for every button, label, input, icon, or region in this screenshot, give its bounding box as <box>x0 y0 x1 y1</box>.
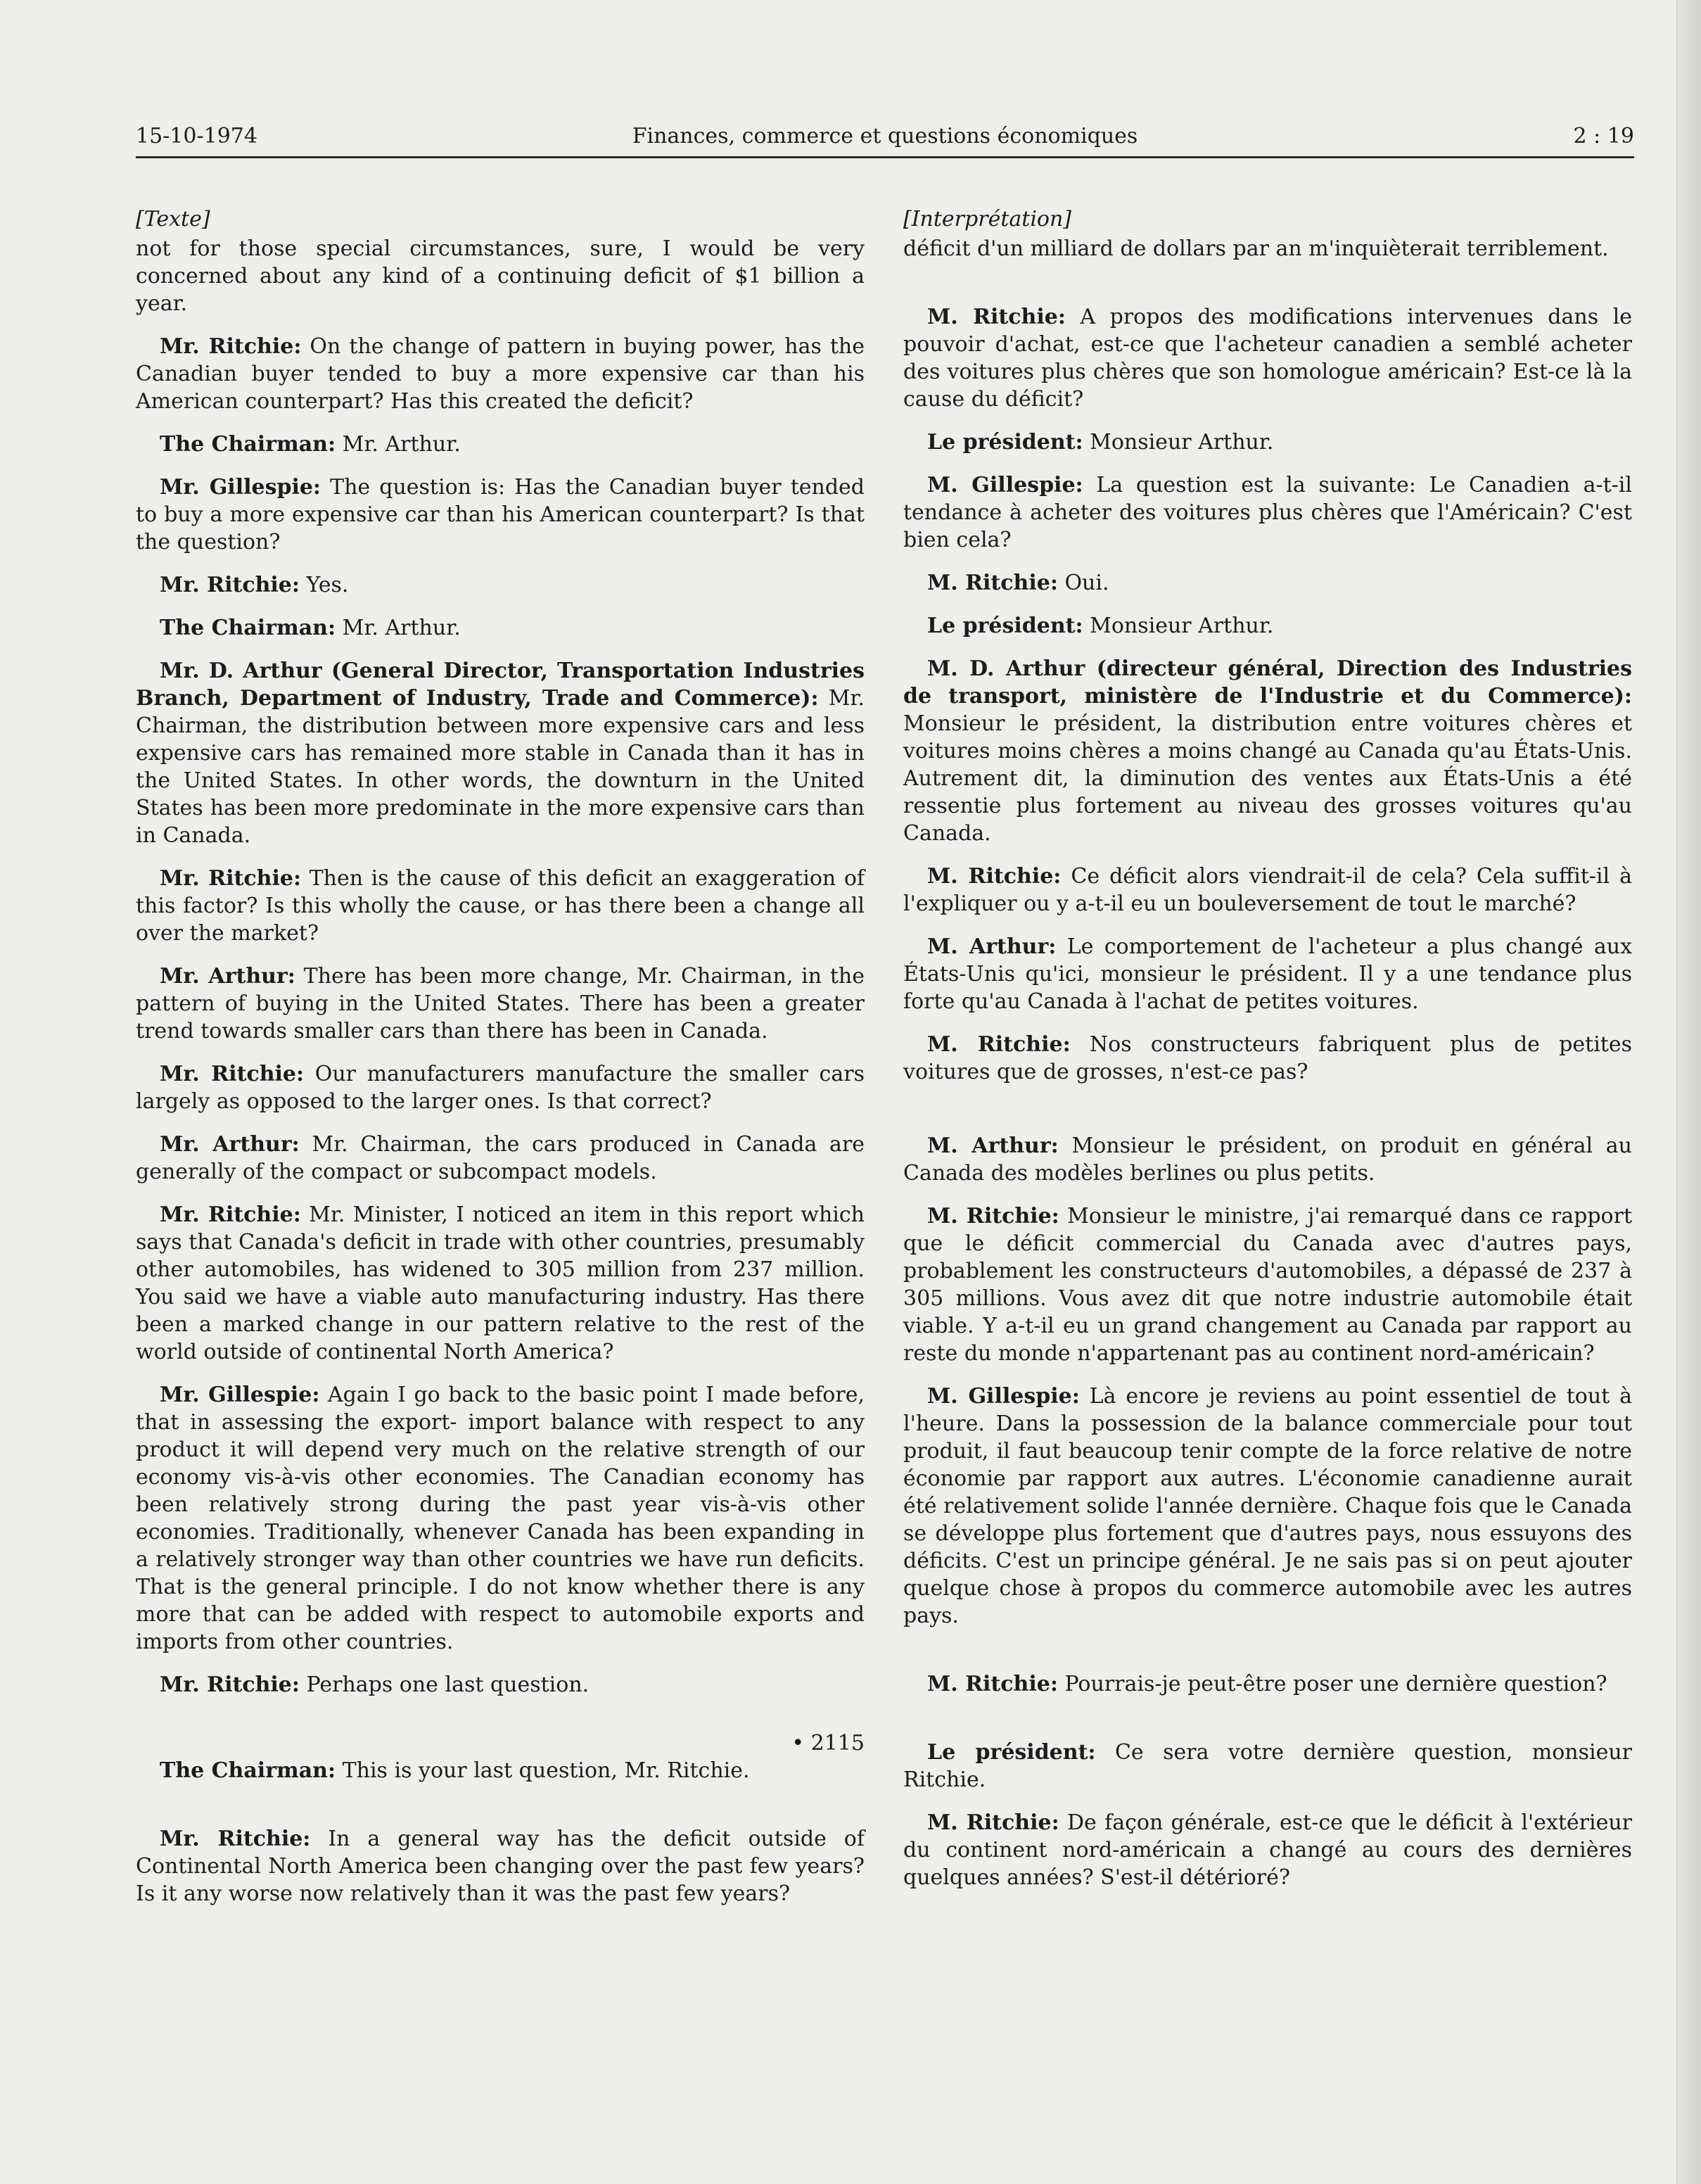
paragraph <box>903 655 1632 847</box>
speaker: M. Ritchie: <box>927 864 1062 889</box>
speaker: Le président: <box>927 1740 1096 1765</box>
speaker: Mr. Ritchie: <box>160 1202 301 1227</box>
speaker: Mr. Ritchie: <box>160 1827 311 1851</box>
paragraph: not for those special circumstances, sure, I would be very concerned about any kind of a continuing deficit of $1 billion a year. <box>136 236 865 316</box>
paragraph <box>136 333 865 415</box>
speech: There has been more change, Mr. Chairman, in the pattern of buying in the United States. There has been a greater trend towards smaller cars than there has been in Canada. <box>136 964 865 1043</box>
paragraph <box>903 612 1632 640</box>
speech: Our manufacturers manufacture the smaller cars largely as opposed to the larger ones. Is that correct? <box>136 1062 865 1114</box>
speech: Ce déficit alors viendrait-il de cela? Cela suffit-il à l'expliquer ou y a-t-il eu un bouleversement de tout le marché? <box>903 864 1632 916</box>
speech: Oui. <box>1057 571 1109 595</box>
speech: Yes. <box>299 573 349 597</box>
speaker: Mr. Gillespie: <box>160 475 321 500</box>
speaker: M. Ritchie: <box>927 1672 1058 1696</box>
paragraph <box>903 1132 1632 1187</box>
header-page-number: 2 : 19 <box>1573 124 1634 148</box>
speaker: M. Ritchie: <box>927 1032 1071 1057</box>
speaker: The Chairman: <box>160 1758 336 1783</box>
paragraph <box>903 1031 1632 1086</box>
speech: Mr. Minister, I noticed an item in this report which says that Canada's deficit in trade with other countries, presumably other automobiles, has widened to 305 million from 237 million. You said we have a viable auto manufacturing industry. Has there been a marked change in our pattern relative to the rest of the world outside of continental North America? <box>136 1202 865 1364</box>
speaker: M. D. Arthur (directeur général, Direction des Industries de transport, ministère de l'Industrie et du Commerce): <box>903 656 1632 709</box>
speaker: Mr. Ritchie: <box>160 1672 300 1697</box>
speech: Monsieur le ministre, j'ai remarqué dans ce rapport que le déficit commercial du Canada avec d'autres pays, probablement les constructeurs d'automobiles, a dépassé de 237 à 305 millions. Vous avez dit que notre industrie automobile était viable. Y a-t-il eu un grand changement au Canada par rapport au reste du monde n'appartenant pas au continent nord-américain? <box>903 1204 1633 1366</box>
paragraph <box>903 569 1632 597</box>
paragraph <box>136 1060 865 1115</box>
speech: Le comportement de l'acheteur a plus changé aux États-Unis qu'ici, monsieur le président. Il y a une tendance plus forte qu'au Canada à l'achat de petites voitures. <box>903 934 1632 1014</box>
speech: Mr. Chairman, the distribution between more expensive cars and less expensive cars has remained more stable in Canada than it has in the United States. In other words, the downturn in the United States has been more predominate in the more expensive cars than in Canada. <box>136 686 865 848</box>
paragraph <box>903 1739 1632 1793</box>
speaker: The Chairman: <box>160 616 336 640</box>
paragraph <box>136 963 865 1045</box>
speaker: Le président: <box>927 430 1083 455</box>
speech: Monsieur le président, on produit en général au Canada des modèles berlines ou plus petits. <box>903 1134 1632 1186</box>
speaker: Mr. Arthur: <box>160 964 295 989</box>
paragraph <box>136 474 865 556</box>
speaker: Mr. D. Arthur (General Director, Transportation Industries Branch, Department of Industry, Trade and Commerce): <box>136 659 865 711</box>
speech: Monsieur Arthur. <box>1083 430 1274 455</box>
speaker: Mr. Arthur: <box>160 1132 300 1157</box>
speech: Pourrais-je peut-être poser une dernière question? <box>1057 1672 1607 1696</box>
speech: On the change of pattern in buying power, has the Canadian buyer tended to buy a more expensive car than his American counterpart? Has this created the deficit? <box>136 334 865 414</box>
speaker: M. Arthur: <box>927 1134 1059 1158</box>
paragraph <box>136 571 865 599</box>
speaker: Le président: <box>927 614 1083 638</box>
paragraph <box>136 1825 865 1907</box>
speaker: M. Gillespie: <box>927 473 1083 497</box>
paragraph <box>136 1201 865 1366</box>
paragraph <box>903 471 1632 554</box>
speech: Nos constructeurs fabriquent plus de petites voitures que de grosses, n'est-ce pas? <box>903 1032 1632 1084</box>
speaker: Mr. Ritchie: <box>160 573 300 597</box>
header-date: 15-10-1974 <box>136 124 257 148</box>
speaker: The Chairman: <box>160 432 336 457</box>
speech: Monsieur le président, la distribution entre voitures chères et voitures moins chères a moins changé au Canada qu'au États-Unis. Autrement dit, la diminution des ventes aux États-Unis a été ressentie plus fortement au niveau des grosses voitures qu'au Canada. <box>903 711 1632 846</box>
paragraph <box>903 1670 1632 1698</box>
speaker: M. Ritchie: <box>927 1810 1059 1835</box>
header-title: Finances, commerce et questions économiques <box>632 124 1138 148</box>
speech: Perhaps one last question. <box>299 1672 590 1697</box>
speaker: Mr. Ritchie: <box>160 866 302 891</box>
speaker: Mr. Ritchie: <box>160 334 302 359</box>
speech: Mr. Arthur. <box>336 616 461 640</box>
speech: De façon générale, est-ce que le déficit à l'extérieur du continent nord-américain a changé au cours des dernières quelques années? S'est-il détérioré? <box>903 1810 1632 1890</box>
paragraph <box>903 933 1632 1015</box>
speech: In a general way has the deficit outside of Continental North America been changing over the past few years? Is it any worse now relatively than it was the past few years? <box>136 1827 865 1906</box>
speaker: M. Ritchie: <box>927 1204 1059 1228</box>
speech: Mr. Chairman, the cars produced in Canada are generally of the compact or subcompact models. <box>136 1132 865 1184</box>
paragraph: déficit d'un milliard de dollars par an m'inquièterait terriblement. <box>903 236 1609 261</box>
speaker: M. Arthur: <box>927 934 1057 959</box>
paragraph <box>903 1383 1632 1630</box>
paragraph <box>903 1202 1632 1367</box>
speaker: M. Ritchie: <box>927 571 1058 595</box>
paragraph <box>136 865 865 947</box>
speech: This is your last question, Mr. Ritchie. <box>336 1758 750 1783</box>
english-column <box>136 205 865 1923</box>
running-header <box>136 121 1634 158</box>
paragraph <box>136 1131 865 1186</box>
speech: La question est la suivante: Le Canadien a-t-il tendance à acheter des voitures plus chères que l'Américain? C'est bien cela? <box>903 473 1632 552</box>
speech: Mr. Arthur. <box>336 432 461 457</box>
paragraph <box>903 428 1632 456</box>
page-edge <box>1676 0 1701 2184</box>
french-column <box>903 205 1632 1907</box>
paragraph <box>136 657 865 849</box>
speech: Again I go back to the basic point I made before, that in assessing the export- import balance with respect to any product it will depend very much on the relative strength of our economy vis-à-vis other economies. The Canadian economy has been relatively strong during the past year vis-à-vis other economies. Traditionally, whenever Canada has been expanding in a relatively stronger way than other countries we have run deficits. That is the general principle. I do not know whether there is any more that can be added with respect to automobile exports and imports from other countries. <box>136 1383 865 1654</box>
speaker: Mr. Ritchie: <box>160 1062 305 1086</box>
speech: The question is: Has the Canadian buyer tended to buy a more expensive car than his American counterpart? Is that the question? <box>136 475 865 554</box>
speech: Monsieur Arthur. <box>1083 614 1274 638</box>
paragraph <box>136 431 865 458</box>
speaker: M. Ritchie: <box>927 305 1066 329</box>
paragraph <box>136 1757 865 1784</box>
paragraph <box>136 1381 865 1656</box>
speech: Then is the cause of this deficit an exaggeration of this factor? Is this wholly the cause, or has there been a change all over the market? <box>136 866 865 946</box>
speech: Là encore je reviens au point essentiel de tout à l'heure. Dans la possession de la balance commerciale pour tout produit, il faut beaucoup tenir compte de la force relative de notre économie par rapport aux autres. L'économie canadienne aurait été relativement solide l'année dernière. Chaque fois que le Canada se développe plus fortement que d'autres pays, nous essuyons des déficits. C'est un principe général. Je ne sais pas si on peut ajouter quelque chose à propos du commerce automobile avec les autres pays. <box>903 1384 1632 1628</box>
paragraph <box>903 303 1632 413</box>
paragraph <box>136 614 865 642</box>
speaker: Mr. Gillespie: <box>160 1383 320 1407</box>
language-label: [Interprétation] <box>903 207 1072 231</box>
speech: A propos des modifications intervenues dans le pouvoir d'achat, est-ce que l'acheteur canadien a semblé acheter des voitures plus chères que son homologue américain? Est-ce là la cause du déficit? <box>903 305 1632 412</box>
speech: Ce sera votre dernière question, monsieur Ritchie. <box>903 1740 1632 1792</box>
time-marker: • 2115 <box>791 1731 865 1756</box>
language-label: [Texte] <box>136 207 210 231</box>
paragraph <box>903 863 1632 918</box>
paragraph <box>136 1671 865 1699</box>
speaker: M. Gillespie: <box>927 1384 1080 1409</box>
paragraph <box>903 1809 1632 1891</box>
